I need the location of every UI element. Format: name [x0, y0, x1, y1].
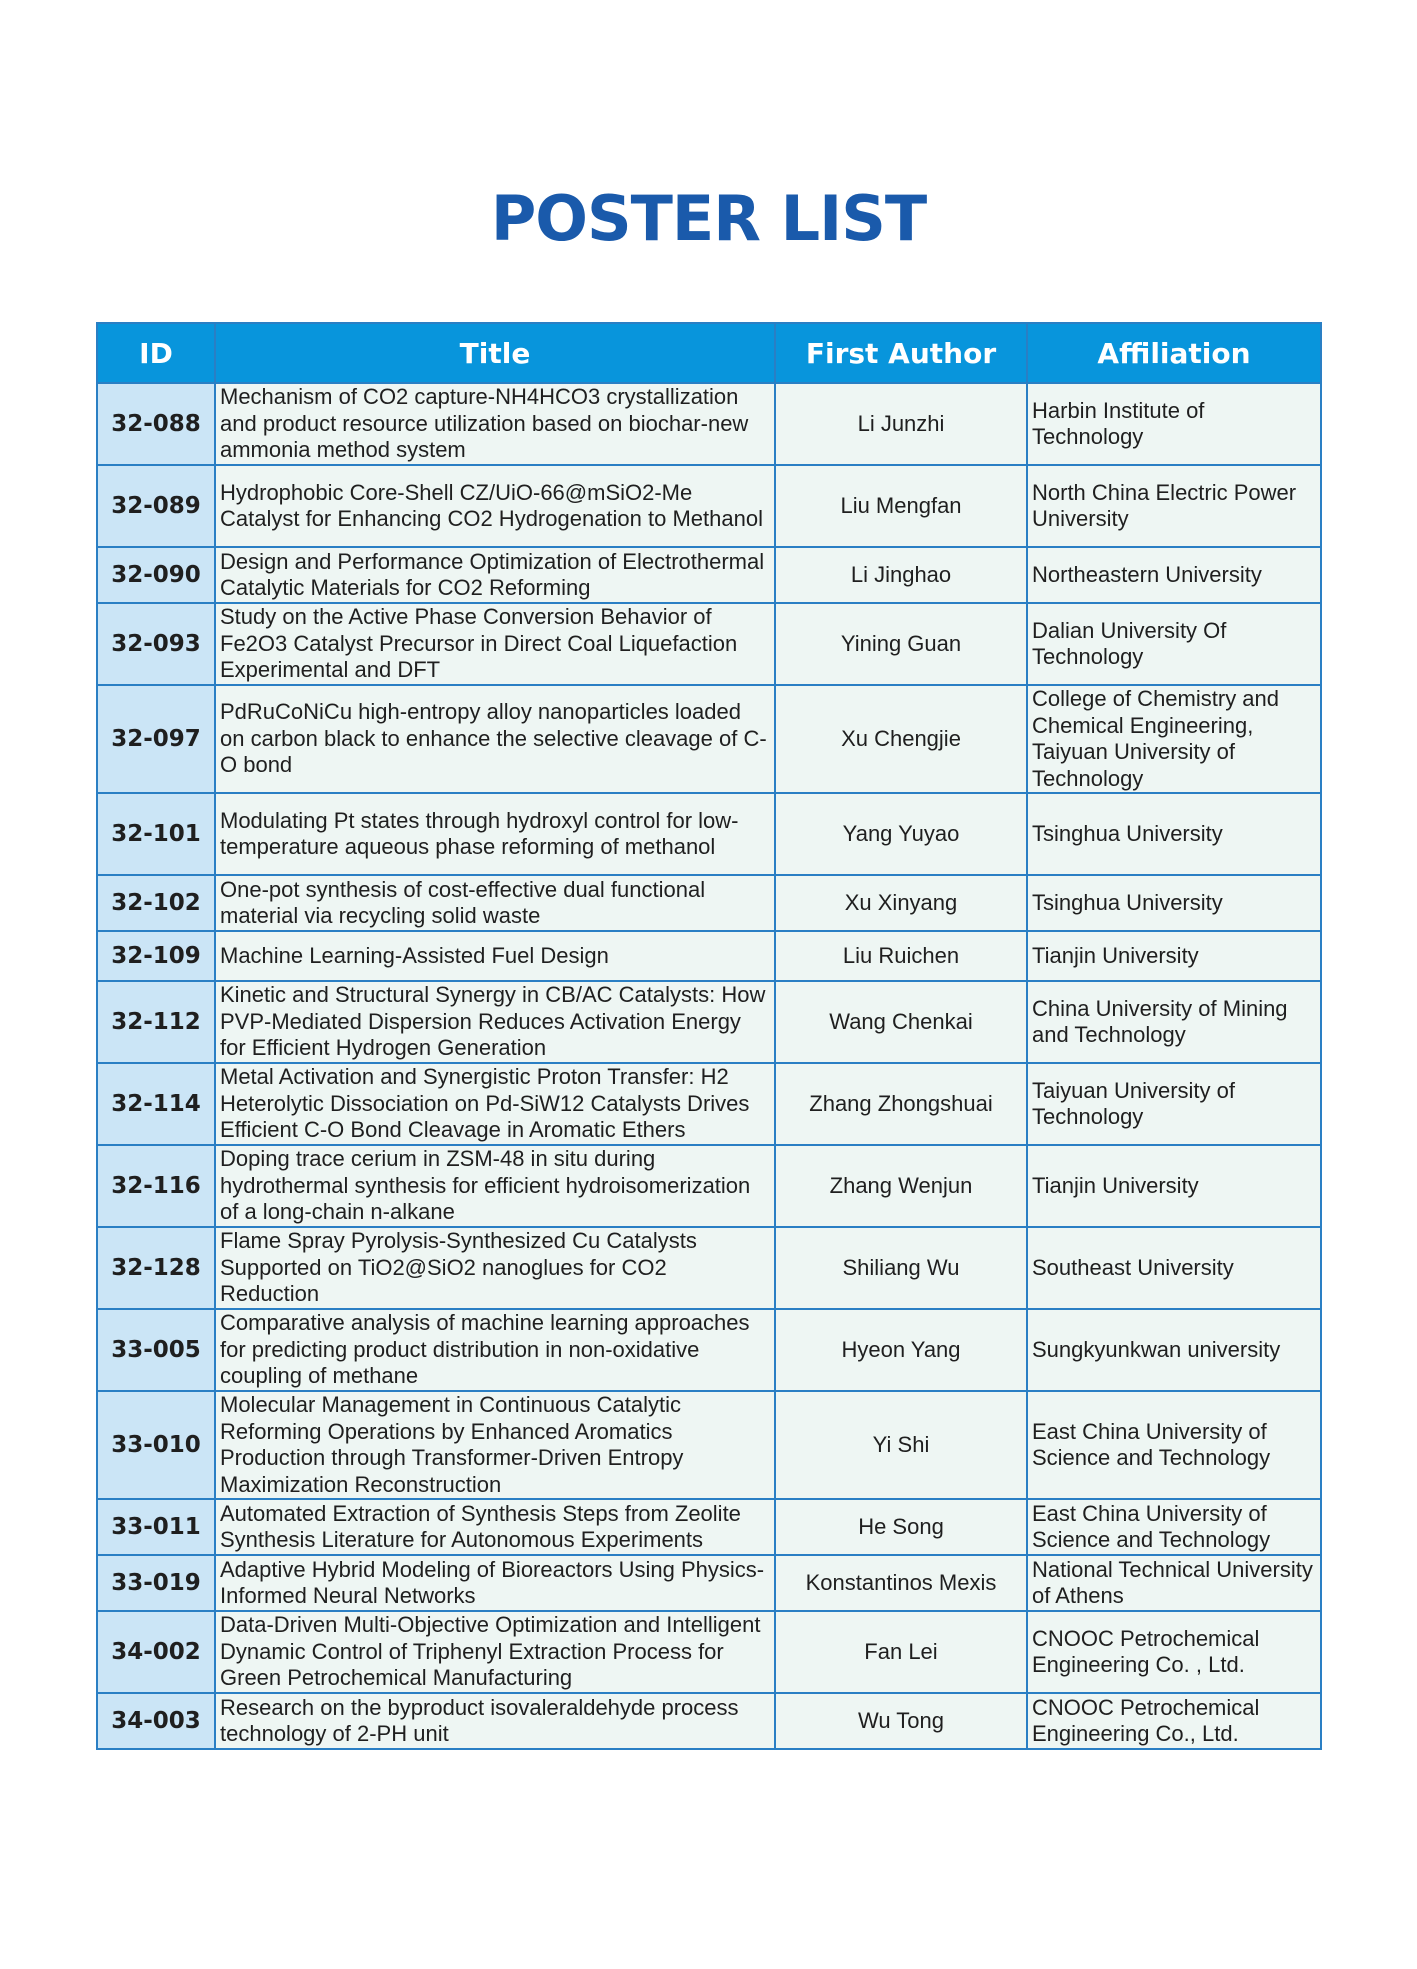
table-row [97, 1611, 1321, 1693]
poster-id-cell: 32-093 [97, 603, 215, 685]
table-row [97, 1145, 1321, 1227]
poster-id-cell: 32-088 [97, 383, 215, 465]
affiliation-cell: CNOOC Petrochemical Engineering Co. , Ltd. [1027, 1611, 1321, 1693]
affiliation-cell: East China University of Science and Technology [1027, 1391, 1321, 1499]
first-author-cell: Liu Ruichen [775, 931, 1027, 981]
first-author-cell: Wu Tong [775, 1693, 1027, 1749]
table-row [97, 875, 1321, 931]
table-header-row [97, 323, 1321, 383]
poster-id-cell: 32-101 [97, 793, 215, 875]
first-author-cell: Li Junzhi [775, 383, 1027, 465]
poster-id-cell: 32-089 [97, 465, 215, 547]
affiliation-cell: East China University of Science and Technology [1027, 1499, 1321, 1555]
poster-title-cell: Metal Activation and Synergistic Proton Transfer: H2 Heterolytic Dissociation on Pd-SiW12 Catalysts Drives Efficient C-O Bond Cleavage in Aromatic Ethers [215, 1063, 775, 1145]
poster-title-cell: Modulating Pt states through hydroxyl control for low-temperature aqueous phase reforming of methanol [215, 793, 775, 875]
table-row [97, 1063, 1321, 1145]
poster-title-cell: Adaptive Hybrid Modeling of Bioreactors Using Physics-Informed Neural Networks [215, 1555, 775, 1611]
first-author-cell: Shiliang Wu [775, 1227, 1027, 1309]
affiliation-cell: China University of Mining and Technology [1027, 981, 1321, 1063]
first-author-cell: Konstantinos Mexis [775, 1555, 1027, 1611]
poster-id-cell: 32-090 [97, 547, 215, 603]
column-header-id: ID [97, 323, 215, 383]
affiliation-cell: Taiyuan University of Technology [1027, 1063, 1321, 1145]
affiliation-cell: Dalian University Of Technology [1027, 603, 1321, 685]
first-author-cell: Wang Chenkai [775, 981, 1027, 1063]
poster-table [96, 322, 1322, 1750]
affiliation-cell: National Technical University of Athens [1027, 1555, 1321, 1611]
first-author-cell: Zhang Wenjun [775, 1145, 1027, 1227]
table-row [97, 1391, 1321, 1499]
affiliation-cell: Tsinghua University [1027, 875, 1321, 931]
poster-id-cell: 32-112 [97, 981, 215, 1063]
first-author-cell: He Song [775, 1499, 1027, 1555]
affiliation-cell: Harbin Institute of Technology [1027, 383, 1321, 465]
poster-title-cell: PdRuCoNiCu high-entropy alloy nanoparticles loaded on carbon black to enhance the selective cleavage of C-O bond [215, 685, 775, 793]
table-row [97, 981, 1321, 1063]
first-author-cell: Yining Guan [775, 603, 1027, 685]
poster-title-cell: Design and Performance Optimization of Electrothermal Catalytic Materials for CO2 Reforming [215, 547, 775, 603]
page-title: POSTER LIST [490, 182, 927, 255]
affiliation-cell: Southeast University [1027, 1227, 1321, 1309]
poster-id-cell: 33-011 [97, 1499, 215, 1555]
table-row [97, 603, 1321, 685]
affiliation-cell: College of Chemistry and Chemical Engineering, Taiyuan University of Technology [1027, 685, 1321, 793]
poster-id-cell: 32-109 [97, 931, 215, 981]
poster-title-cell: Flame Spray Pyrolysis-Synthesized Cu Catalysts Supported on TiO2@SiO2 nanoglues for CO2 Reduction [215, 1227, 775, 1309]
column-header-first-author: First Author [775, 323, 1027, 383]
first-author-cell: Li Jinghao [775, 547, 1027, 603]
poster-title-cell: One-pot synthesis of cost-effective dual functional material via recycling solid waste [215, 875, 775, 931]
poster-title-cell: Automated Extraction of Synthesis Steps from Zeolite Synthesis Literature for Autonomous Experiments [215, 1499, 775, 1555]
first-author-cell: Xu Xinyang [775, 875, 1027, 931]
poster-title-cell: Hydrophobic Core-Shell CZ/UiO-66@mSiO2-Me Catalyst for Enhancing CO2 Hydrogenation to Methanol [215, 465, 775, 547]
table-row [97, 1555, 1321, 1611]
poster-title-cell: Data-Driven Multi-Objective Optimization and Intelligent Dynamic Control of Triphenyl Extraction Process for Green Petrochemical Manufacturing [215, 1611, 775, 1693]
poster-id-cell: 34-002 [97, 1611, 215, 1693]
affiliation-cell: Northeastern University [1027, 547, 1321, 603]
poster-title-cell: Molecular Management in Continuous Catalytic Reforming Operations by Enhanced Aromatics Production through Transformer-Driven Entropy Maximization Reconstruction [215, 1391, 775, 1499]
first-author-cell: Yi Shi [775, 1391, 1027, 1499]
affiliation-cell: CNOOC Petrochemical Engineering Co., Ltd. [1027, 1693, 1321, 1749]
first-author-cell: Liu Mengfan [775, 465, 1027, 547]
affiliation-cell: Tsinghua University [1027, 793, 1321, 875]
table-row [97, 1499, 1321, 1555]
column-header-title: Title [215, 323, 775, 383]
poster-id-cell: 32-116 [97, 1145, 215, 1227]
table-row [97, 1309, 1321, 1391]
table-row [97, 931, 1321, 981]
poster-title-cell: Kinetic and Structural Synergy in CB/AC Catalysts: How PVP-Mediated Dispersion Reduces Activation Energy for Efficient Hydrogen Generation [215, 981, 775, 1063]
table-row [97, 1693, 1321, 1749]
poster-id-cell: 32-128 [97, 1227, 215, 1309]
poster-id-cell: 33-005 [97, 1309, 215, 1391]
poster-id-cell: 33-019 [97, 1555, 215, 1611]
poster-id-cell: 32-102 [97, 875, 215, 931]
poster-title-cell: Research on the byproduct isovaleraldehyde process technology of 2-PH unit [215, 1693, 775, 1749]
poster-title-cell: Mechanism of CO2 capture-NH4HCO3 crystallization and product resource utilization based on biochar-new ammonia method system [215, 383, 775, 465]
first-author-cell: Fan Lei [775, 1611, 1027, 1693]
poster-title-cell: Study on the Active Phase Conversion Behavior of Fe2O3 Catalyst Precursor in Direct Coal Liquefaction Experimental and DFT [215, 603, 775, 685]
affiliation-cell: Sungkyunkwan university [1027, 1309, 1321, 1391]
affiliation-cell: Tianjin University [1027, 1145, 1321, 1227]
poster-title-cell: Comparative analysis of machine learning approaches for predicting product distribution in non-oxidative coupling of methane [215, 1309, 775, 1391]
poster-title-cell: Machine Learning-Assisted Fuel Design [215, 931, 775, 981]
affiliation-cell: Tianjin University [1027, 931, 1321, 981]
poster-title-cell: Doping trace cerium in ZSM-48 in situ during hydrothermal synthesis for efficient hydroisomerization of a long-chain n-alkane [215, 1145, 775, 1227]
first-author-cell: Hyeon Yang [775, 1309, 1027, 1391]
poster-id-cell: 32-097 [97, 685, 215, 793]
affiliation-cell: North China Electric Power University [1027, 465, 1321, 547]
table-row [97, 383, 1321, 465]
table-row [97, 1227, 1321, 1309]
table-row [97, 465, 1321, 547]
table-row [97, 793, 1321, 875]
poster-id-cell: 34-003 [97, 1693, 215, 1749]
first-author-cell: Zhang Zhongshuai [775, 1063, 1027, 1145]
first-author-cell: Yang Yuyao [775, 793, 1027, 875]
column-header-affiliation: Affiliation [1027, 323, 1321, 383]
table-row [97, 547, 1321, 603]
poster-id-cell: 33-010 [97, 1391, 215, 1499]
first-author-cell: Xu Chengjie [775, 685, 1027, 793]
poster-id-cell: 32-114 [97, 1063, 215, 1145]
table-row [97, 685, 1321, 793]
